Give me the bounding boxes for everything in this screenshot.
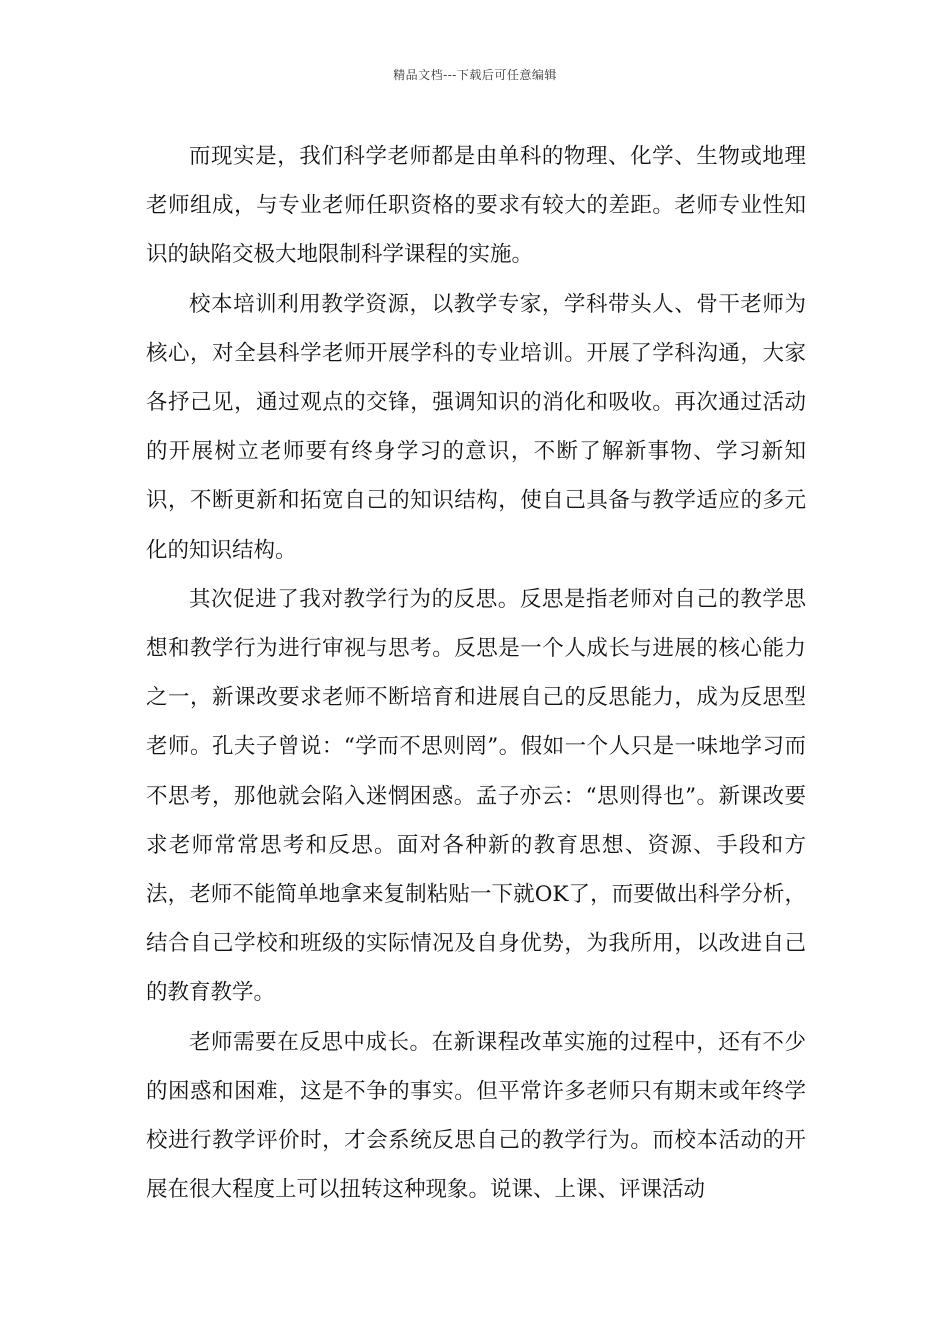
paragraph: 而现实是，我们科学老师都是由单科的物理、化学、生物或地理老师组成，与专业老师任职资格的要求有较大的差距。老师专业性知识的缺陷交极大地限制科学课程的实施。 [146, 144, 806, 268]
paragraph: 其次促进了我对教学行为的反思。反思是指老师对自己的教学思想和教学行为进行审视与思考。反思是一个人成长与进展的核心能力之一，新课改要求老师不断培育和进展自己的反思能力，成为反思型老师。孔夫子曾说：“学而不思则罔”。假如一个人只是一味地学习而不思考，那他就会陷入迷惘困惑。孟子亦云：“思则得也”。新课改要求老师常常思考和反思。面对各种新的教育思想、资源、手段和方法，老师不能简单地拿来复制粘贴一下就OK了，而要做出科学分析，结合自己学校和班级的实际情况及自身优势，为我所用，以改进自己的教育教学。 [146, 586, 806, 1006]
page-header: 精品文档---下载后可任意编辑 [393, 68, 557, 82]
paragraph: 老师需要在反思中成长。在新课程改革实施的过程中，还有不少的困惑和困难，这是不争的事实。但平常许多老师只有期末或年终学校进行教学评价时，才会系统反思自己的教学行为。而校本活动的开展在很大程度上可以扭转这种现象。说课、上课、评课活动 [146, 1029, 806, 1203]
document-body [146, 132, 806, 1214]
paragraph: 校本培训利用教学资源，以教学专家，学科带头人、骨干老师为核心，对全县科学老师开展学科的专业培训。开展了学科沟通，大家各抒己见，通过观点的交锋，强调知识的消化和吸收。再次通过活动的开展树立老师要有终身学习的意识，不断了解新事物、学习新知识，不断更新和拓宽自己的知识结构，使自己具备与教学适应的多元化的知识结构。 [146, 291, 806, 563]
